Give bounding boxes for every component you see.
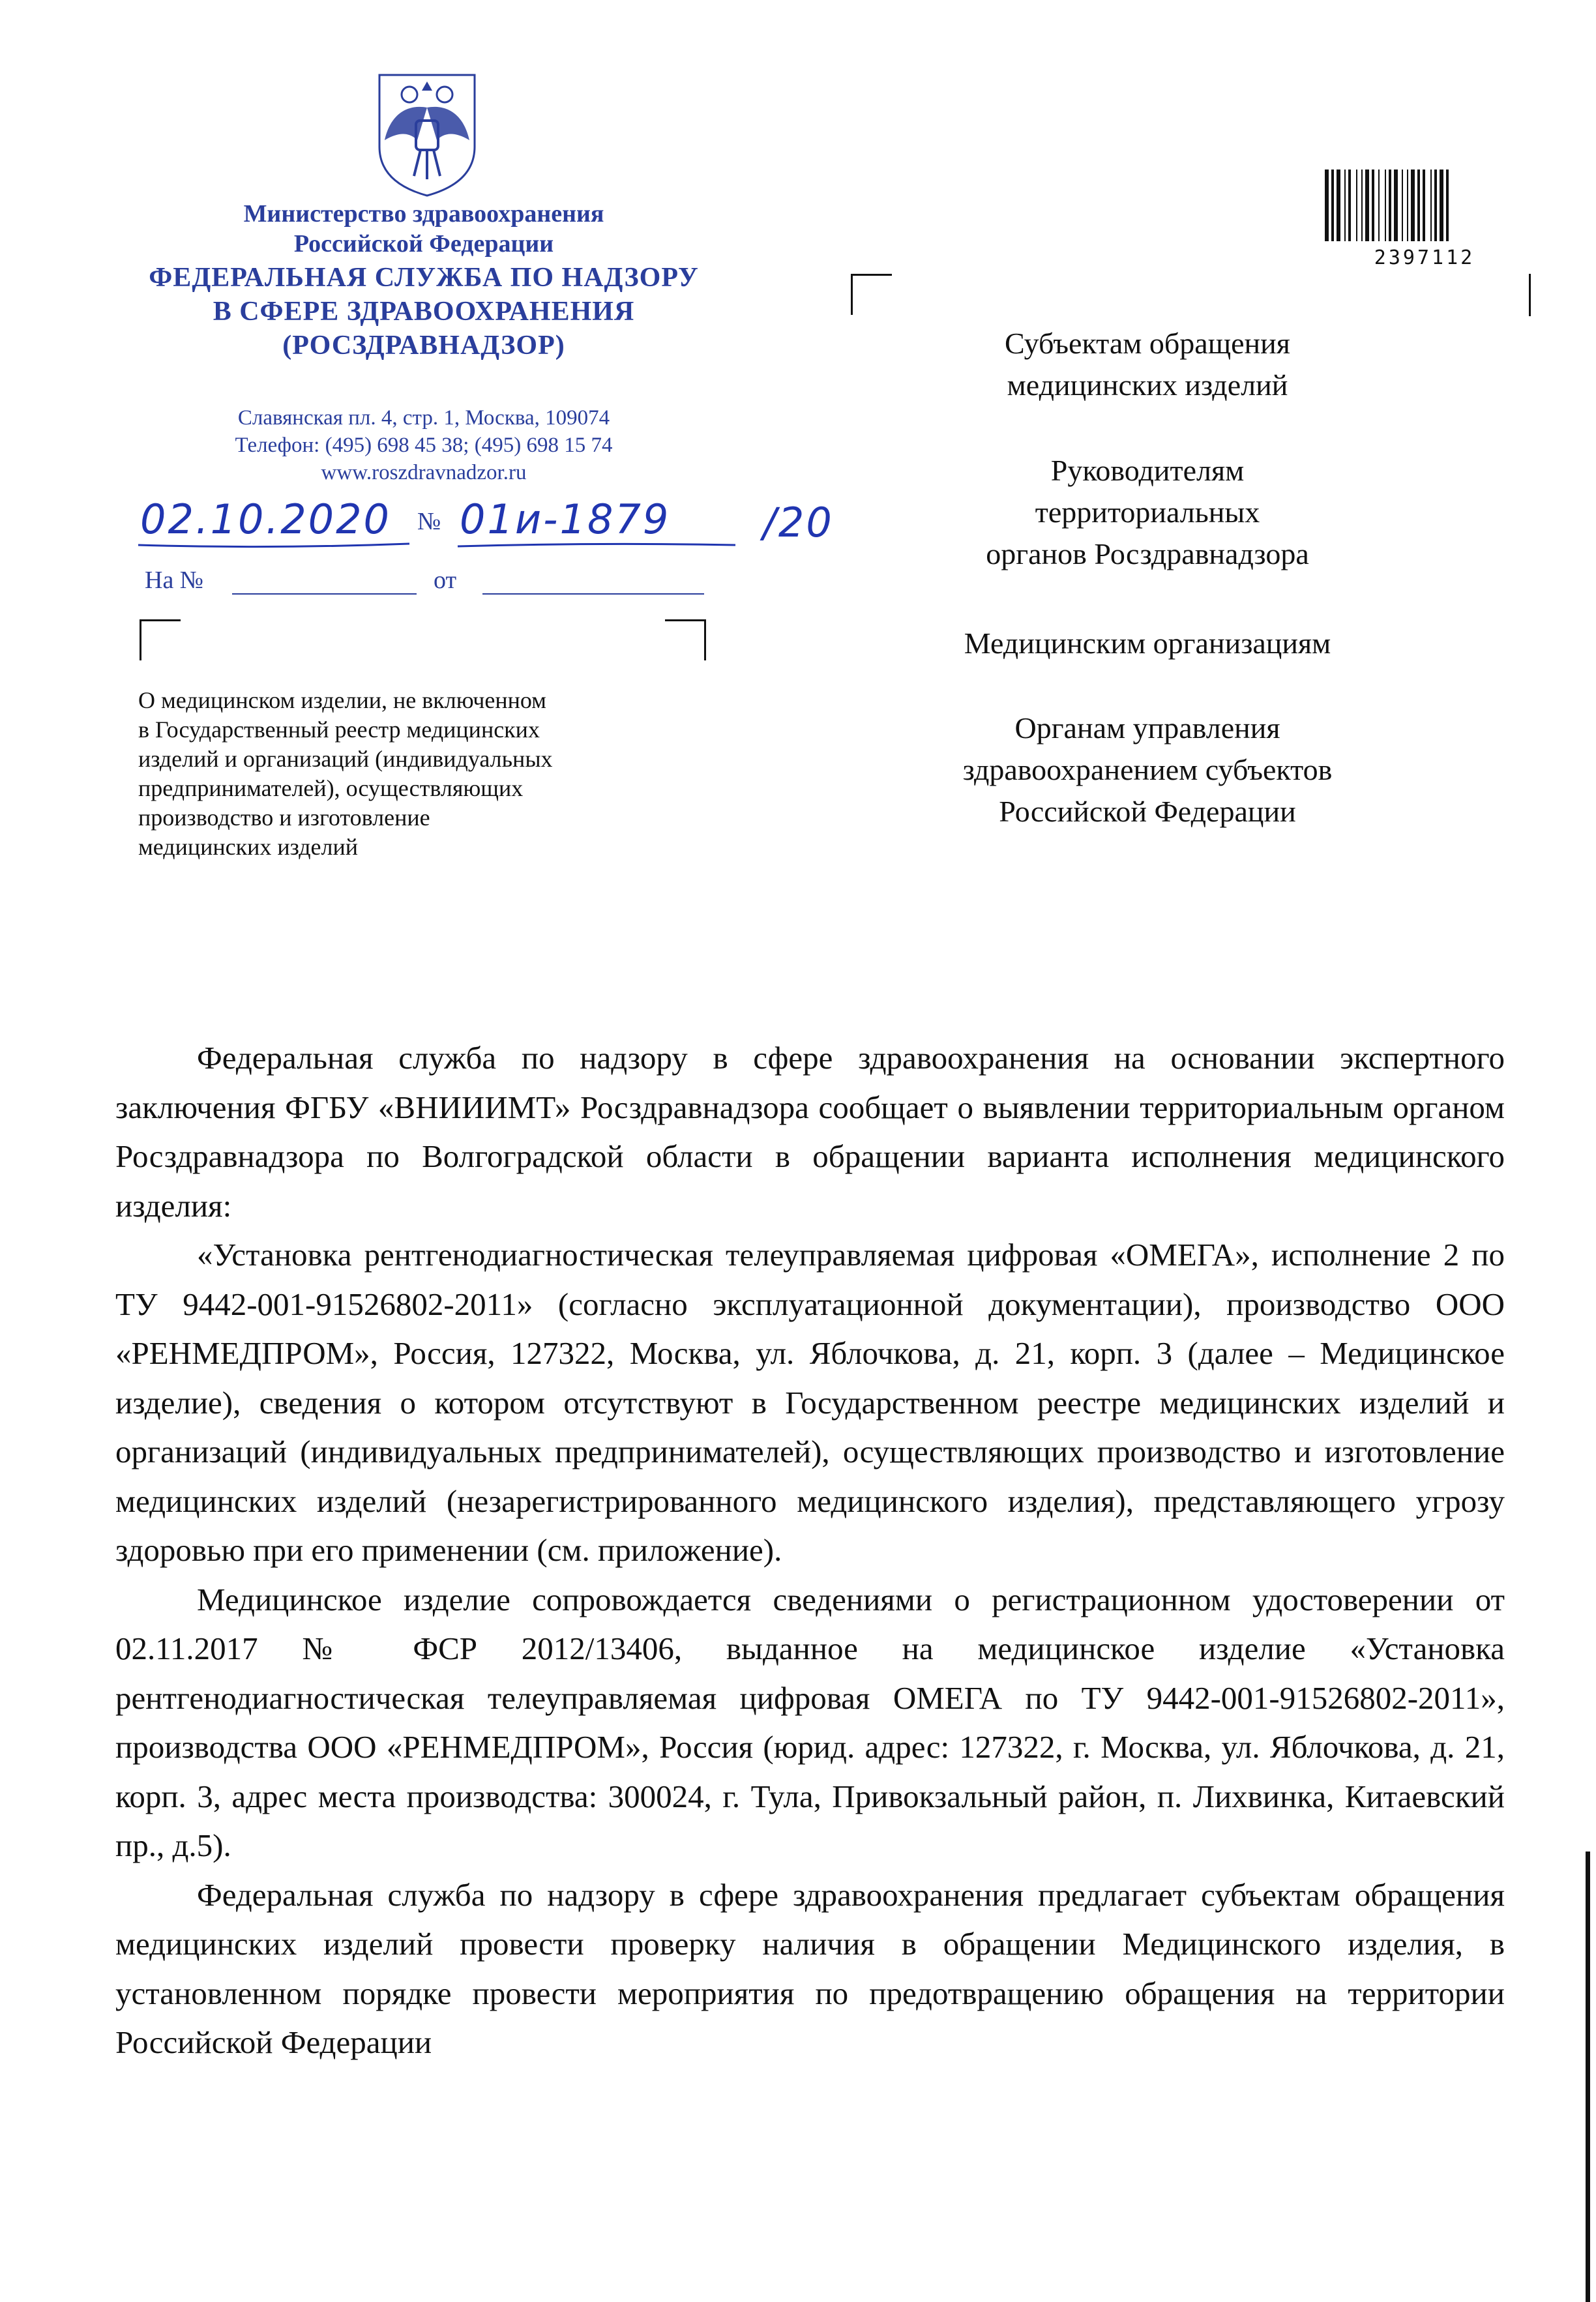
addressee-1 bbox=[913, 323, 1382, 406]
registration-number: 01и-1879 bbox=[460, 495, 671, 543]
number-underline bbox=[456, 541, 737, 550]
body-paragraph: Федеральная служба по надзору в сфере здравоохранения предлагает субъектам обращения медицинских изделий провести проверку наличия в обращении Медицинского изделия, в установленном порядке провести мероприятия по предотвращению обращения на территории Российской Федерации bbox=[115, 1876, 1505, 2060]
barcode-bar bbox=[1411, 170, 1415, 241]
addressee-line: Руководителям bbox=[1050, 454, 1245, 487]
barcode bbox=[1323, 170, 1519, 241]
barcode-bar bbox=[1389, 170, 1391, 241]
barcode-bar bbox=[1394, 170, 1398, 241]
barcode-bar bbox=[1361, 170, 1363, 241]
subject-line: предпринимателей), осуществляющих bbox=[138, 775, 524, 801]
body-paragraph: Медицинское изделие сопровождается сведениями о регистрационном удостоверении от 02.11.2017 № ФСР 2012/13406, выданное на медицинское изделие «Установка рентгенодиагностическая телеуправляемая цифровая ОМЕГА по ТУ 9442-001-91526802-2011», производства ООО «РЕНМЕДПРОМ», Россия (юрид. адрес: 127322, г. Москва, ул. Яблочкова, д. 21, корп. 3, адрес места производства: 300024, г. Тула, Привокзальный район, п. Лихвинка, Китаевский пр., д.5). bbox=[115, 1581, 1505, 1863]
barcode-bar bbox=[1434, 170, 1437, 241]
letter-body bbox=[115, 1033, 1505, 2067]
website-link: www.roszdravnadzor.ru bbox=[321, 461, 527, 484]
barcode-bar bbox=[1385, 170, 1386, 241]
barcode-number: 2397112 bbox=[1374, 246, 1475, 269]
addressee-line: Субъектам обращения bbox=[1005, 327, 1290, 360]
subject-block bbox=[138, 686, 712, 862]
subject-line: производство и изготовление bbox=[138, 804, 430, 831]
service-name bbox=[130, 261, 717, 362]
barcode-bar bbox=[1423, 170, 1425, 241]
barcode-bar bbox=[1348, 170, 1351, 241]
subject-corner-right bbox=[665, 619, 706, 660]
address-line: Телефон: (495) 698 45 38; (495) 698 15 74 bbox=[235, 434, 613, 457]
registration-year: /20 bbox=[763, 499, 834, 546]
barcode-bar bbox=[1440, 170, 1443, 241]
addressee-line: медицинских изделий bbox=[1007, 368, 1288, 402]
barcode-bar bbox=[1417, 170, 1420, 241]
service-line: ФЕДЕРАЛЬНАЯ СЛУЖБА ПО НАДЗОРУ bbox=[149, 263, 699, 293]
subject-line: О медицинском изделии, не включенном bbox=[138, 687, 546, 713]
ministry-line: Российской Федерации bbox=[293, 230, 554, 258]
coat-of-arms-icon bbox=[365, 68, 489, 199]
barcode-bar bbox=[1365, 170, 1369, 241]
ministry-line: Министерство здравоохранения bbox=[243, 200, 604, 228]
reference-date-label: от bbox=[434, 567, 457, 594]
service-line: В СФЕРЕ ЗДРАВООХРАНЕНИЯ bbox=[213, 297, 635, 327]
barcode-bar bbox=[1378, 170, 1380, 241]
reference-date-line bbox=[482, 593, 704, 595]
addressee-3 bbox=[913, 623, 1382, 664]
addressee-line: здравоохранением субъектов bbox=[962, 753, 1333, 786]
addressee-corner-right bbox=[1529, 274, 1531, 316]
reference-number-line bbox=[232, 593, 417, 595]
barcode-bar bbox=[1372, 170, 1374, 241]
ministry-name bbox=[156, 199, 691, 259]
scan-edge bbox=[1586, 1852, 1590, 2302]
addressee-line: органов Росздравнадзора bbox=[986, 537, 1309, 570]
barcode-bar bbox=[1331, 170, 1334, 241]
addressee-2 bbox=[913, 450, 1382, 575]
subject-corner-left bbox=[140, 619, 181, 660]
barcode-bar bbox=[1344, 170, 1346, 241]
subject-line: изделий и организаций (индивидуальных bbox=[138, 746, 553, 772]
barcode-bar bbox=[1356, 170, 1357, 241]
addressee-line: Медицинским организациям bbox=[964, 627, 1331, 660]
date-underline bbox=[137, 541, 411, 550]
addressee-4 bbox=[913, 707, 1382, 833]
addressee-line: территориальных bbox=[1035, 495, 1260, 529]
barcode-bar bbox=[1446, 170, 1449, 241]
service-address bbox=[156, 404, 691, 486]
barcode-bar bbox=[1407, 170, 1408, 241]
barcode-bar bbox=[1325, 170, 1329, 241]
number-sign: № bbox=[417, 508, 441, 535]
address-line: Славянская пл. 4, стр. 1, Москва, 109074 bbox=[237, 406, 610, 430]
body-paragraph: Федеральная служба по надзору в сфере здравоохранения на основании экспертного заключения ФГБУ «ВНИИИМТ» Росздравнадзора сообщает о выявлении территориальным органом Росздравнадзора по Волгоградской области в обращении варианта исполнения медицинского изделия: bbox=[115, 1040, 1505, 1224]
addressee-line: Органам управления bbox=[1014, 711, 1280, 745]
registration-date: 02.10.2020 bbox=[140, 495, 391, 543]
reference-number-label: На № bbox=[145, 567, 204, 594]
body-paragraph: «Установка рентгенодиагностическая телеуправляемая цифровая «ОМЕГА», исполнение 2 по ТУ 9442-001-91526802-2011» (согласно эксплуатационной документации), производство ООО «РЕНМЕДПРОМ», Россия, 127322, Москва, ул. Яблочкова, д. 21, корп. 3 (далее – Медицинское изделие), сведения о котором отсутствуют в Государственном реестре медицинских изделий и организаций (индивидуальных предпринимателей), осуществляющих производство и изготовление медицинских изделий (незарегистрированного медицинского изделия), представляющего угрозу здоровью при его применении (см. приложение). bbox=[115, 1237, 1505, 1568]
barcode-bar bbox=[1402, 170, 1403, 241]
addressee-line: Российской Федерации bbox=[999, 795, 1296, 828]
barcode-bar bbox=[1430, 170, 1432, 241]
subject-line: медицинских изделий bbox=[138, 834, 359, 860]
addressee-corner-left bbox=[851, 274, 892, 315]
subject-line: в Государственный реестр медицинских bbox=[138, 716, 540, 743]
service-line: (РОСЗДРАВНАДЗОР) bbox=[282, 331, 565, 361]
barcode-bar bbox=[1337, 170, 1340, 241]
